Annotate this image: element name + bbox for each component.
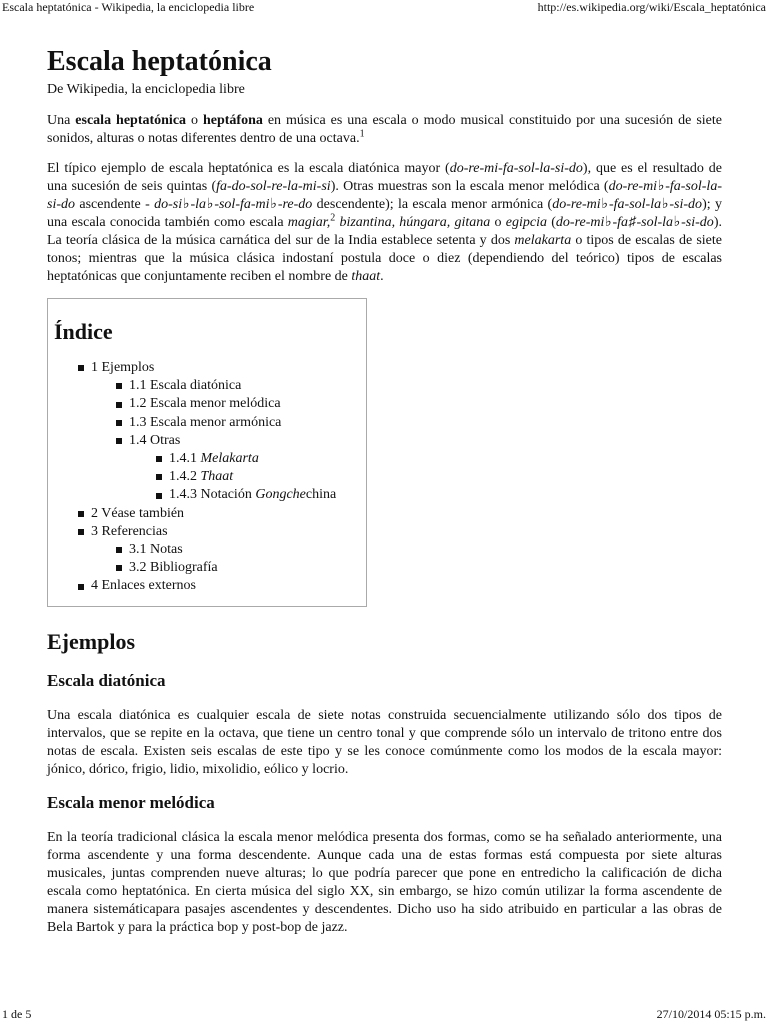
print-header [2, 0, 766, 15]
bullet-icon [156, 456, 162, 462]
page-title: Escala heptatónica [47, 46, 272, 77]
intro-paragraph: Una escala heptatónica o heptáfona en música es una escala o modo musical constituido por una sucesión de siete sonidos, alturas o notas diferentes dentro de una octava.$^1$ [47, 113, 722, 146]
toc-item[interactable]: 1.1 Escala diatónica [54, 377, 366, 395]
bullet-icon [156, 493, 162, 499]
print-page-title: Escala heptatónica - Wikipedia, la enciclopedia libre [2, 0, 255, 14]
print-url: http://es.wikipedia.org/wiki/Escala_heptatónica [537, 0, 766, 14]
toc-item[interactable]: 1.3 Escala menor armónica [54, 414, 366, 432]
toc-item[interactable]: 1.4.2 Thaat [54, 468, 366, 486]
toc-item[interactable]: 1.2 Escala menor melódica [54, 395, 366, 413]
toc-item[interactable]: 1.4.3 Notación Gongche china [54, 486, 366, 504]
print-footer [2, 1007, 766, 1022]
toc-item[interactable]: 3 Referencias [54, 523, 366, 541]
examples-paragraph: El típico ejemplo de escala heptatónica es la escala diatónica mayor (do-re-mi-fa-sol-la-si-do), que es el resultado de una sucesión de seis quintas (fa-do-sol-re-la-mi-si). Otras muestras son la escala menor melódica (do-re-mi♭-fa-sol-la-si-do ascendente - do-si♭-la♭-sol-fa-mi♭-re-do descendente); la escala menor armónica (do-re-mi♭-fa-sol-la♭-si-do); y una escala conocida también como escala magiar,$^2$ bizantina, húngara, gitana o egipcia (do-re-mi♭-fa♯-sol-la♭-si-do). La teoría clásica de la música carnática del sur de la India establece setenta y dos melakarta o tipos de escalas de siete tonos; mientras que la música clásica indostaní postula doce o diez (dependiendo del teórico) tipos de escalas heptatónicas que conjuntamente reciben el nombre de thaat. [47, 161, 723, 284]
toc-list [54, 359, 366, 596]
toc-title: Índice [54, 319, 113, 344]
diatonica-paragraph: Una escala diatónica es cualquier escala de siete notas construida secuencialmente utilizando sólo dos tipos de intervalos, que se repite en la octava, que tiene un centro tonal y que comprende sólo un intervalo de tritono entre dos notas de escala. Existen seis escalas de este tipo y se les conoce comúnmente como los modos de la escala mayor: jónico, dórico, frigio, lidio, mixolidio, eólico y locrio. [47, 707, 722, 777]
subsection-heading-melodica: Escala menor melódica [47, 792, 215, 812]
print-datetime: 27/10/2014 05:15 p.m. [656, 1007, 766, 1021]
bullet-icon [78, 365, 84, 371]
toc-item[interactable]: 3.2 Bibliografía [54, 559, 366, 577]
toc-item[interactable]: 3.1 Notas [54, 541, 366, 559]
toc-item[interactable]: 1 Ejemplos [54, 359, 366, 377]
table-of-contents [47, 298, 367, 607]
bullet-icon [78, 511, 84, 517]
melodica-paragraph: En la teoría tradicional clásica la escala menor melódica presenta dos formas, como se ha señalado anteriormente, una forma ascendente y una forma descendente. Aunque cada una de estas formas está compuesta por siete alturas musicales, juntas comprenden nueve alturas; lo que podría parecer que pone en entredicho la calificación de dicha escala como heptatónica. En cierta música del siglo XX, sin embargo, se hizo común utilizar la forma ascendente de manera sistemáticapara pasajes ascendentes y descendentes. Dicho uso ha sido atribuido en particular a las obras de Bela Bartok y para la práctica bop y post-bop de jazz. [47, 829, 722, 935]
toc-item[interactable]: 2 Véase también [54, 505, 366, 523]
footnote-ref-2[interactable]: 2 [330, 212, 336, 224]
page-count: 1 de 5 [2, 1007, 32, 1021]
bullet-icon [78, 584, 84, 590]
bullet-icon [156, 474, 162, 480]
bullet-icon [78, 529, 84, 535]
page-subtitle: De Wikipedia, la enciclopedia libre [47, 82, 245, 97]
bullet-icon [116, 565, 122, 571]
bullet-icon [116, 420, 122, 426]
bullet-icon [116, 383, 122, 389]
footnote-ref-1[interactable]: 1 [359, 128, 365, 140]
bullet-icon [116, 547, 122, 553]
toc-item[interactable]: 1.4 Otras [54, 432, 366, 450]
bullet-icon [116, 438, 122, 444]
toc-item[interactable]: 4 Enlaces externos [54, 577, 366, 595]
article-content [47, 40, 722, 949]
subsection-heading-diatonica: Escala diatónica [47, 670, 166, 690]
bullet-icon [116, 402, 122, 408]
section-heading-ejemplos: Ejemplos [47, 628, 135, 654]
toc-item[interactable]: 1.4.1 Melakarta [54, 450, 366, 468]
